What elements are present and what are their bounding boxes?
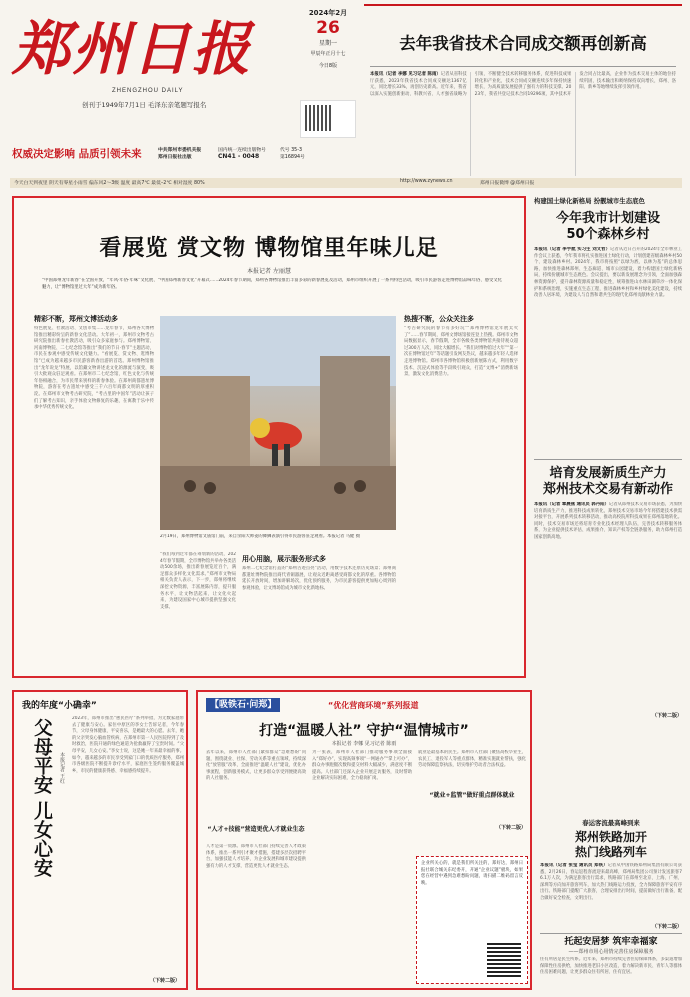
newspaper-logo: 郑州日报 xyxy=(12,15,253,83)
tech-title-1: 培育发展新质生产力 xyxy=(549,466,667,481)
photo-illustration xyxy=(160,316,396,530)
labor-byline: 本报记者 李娜 见习记者 陈雨 xyxy=(331,741,397,747)
rail-more: （下转二版） xyxy=(651,924,682,930)
qr-promo-text: 企业所关心的，就是我们所关注的，郑好达，郑州日报社联合城关东纪委开，开通“企业议题”板块，如果您在经营中遇到急难愁盼问题，请扫描二维码留言反映。 xyxy=(421,861,523,886)
labor-col-1: 去年以来，郑州市人社部门紧扣群众“急难愁盼”问题，围绕就业、社保、劳动关系等重点领域，持续深化“放管服”改革，全面推进“温暖人社”建设，优化办事流程，创新服务模式，让更多群众享受到便捷高效的人社服务。 xyxy=(206,750,306,782)
tech-text xyxy=(534,502,682,712)
rail-title-1: 郑州铁路加开 xyxy=(574,830,647,844)
feature-heading-1: 精彩不断，郑州文博活动多 xyxy=(34,315,118,323)
photo-caption: 2月19日，郑州博物馆文庙馆门前，来自荥阳大师姜的舞狮表演引得市民游客驻足观看。本报记者 马健 摄 xyxy=(160,534,360,539)
housing-subtitle: ——郑州市用心用情完善住房保障服务 xyxy=(568,949,654,955)
weekday: 星期一 xyxy=(318,40,337,47)
family-more: （下转二版） xyxy=(149,978,180,984)
forest-text xyxy=(534,247,682,453)
date-block xyxy=(302,8,354,96)
rail-divider xyxy=(540,933,682,934)
housing-title: 托起安居梦 筑牢幸福家 xyxy=(564,937,658,947)
rail-story xyxy=(540,818,682,990)
lion-dance-photo xyxy=(160,316,396,530)
right-column xyxy=(534,196,682,816)
feature-heading-3: 用心用脑，展示服务形式多 xyxy=(242,555,326,563)
cn-label: 国内统一连续出版物号 xyxy=(218,148,266,153)
labor-heading-2: “就业+监管”做好重点群体就业 xyxy=(429,792,515,799)
family-body: 2023年，郑州市推出“惠民医疗”系列举措，为无数家庭带去了健康与安心。家住中原区的李女士告诉记者，今年春节，父母身体健康、平安喜乐，是她最大的心愿。去年，她的父亲突发心脑血管疾病，在郑州市第一人民医院得到了及时救治，医院开通的绿色通道为抢救赢得了宝贵时间。“父母平安，儿女心安。”李女士说，这是她一年来最幸福的事。如今，越来越多的市民享受到家门口的优质医疗服务，郑州市各级医院不断提升诊疗水平，家庭医生签约服务覆盖城乡，市民的健康获得感、幸福感持续提升。 xyxy=(72,716,184,774)
housing-body: 住有所居是民生所系。近年来，郑州市持续完善住房保障体系，多渠道增加保障性住房供给，加快推进老旧小区改造，着力解决新市民、青年人等群体住房困难问题，让更多群众住有所居、住有宜居。 xyxy=(540,957,682,976)
labor-more: （下转二版） xyxy=(495,825,526,831)
forest-title-1: 今年我市计划建设 xyxy=(555,211,660,226)
tech-byline: 本报讯（记者 覃晨燕 通讯员 郭丹阳） xyxy=(534,502,609,507)
masthead-founded: 创刊于1949年7月1日 毛泽东亲笔题写报名 xyxy=(82,101,207,109)
weibo-text: 郑州日报微博 @郑州日报 xyxy=(480,181,535,186)
top-story-title: 去年我省技术合同成交额再创新高 xyxy=(399,34,647,53)
feature-heading-2: 热搜不断，公众关注多 xyxy=(404,315,474,323)
column-subtitle: “优化营商环境”系列报道 xyxy=(328,701,419,710)
rail-text xyxy=(540,863,682,923)
site-url-link[interactable]: http://www.zynews.cn xyxy=(400,179,453,184)
tech-body: 记者从郑州技术交易市场获悉，为加快培育新质生产力，推进科技成果转化，郑州技术交易市场今年将搭建技术供需对接平台，开展系列技术转移活动，推动高校院所科技成果在郑州落地转化。同时，技术交易市场还将培育专业化技术经理人队伍，完善技术转移服务体系，为企业提供技术评估、成果推介、知识产权等全链条服务，助力郑州打造国家创新高地。 xyxy=(534,502,682,540)
issue-label: 代号 35-3 xyxy=(280,148,303,153)
labor-heading-1: “人才+技能”营造更优人才就业生态 xyxy=(207,826,305,833)
feature-col-4: “我们每到过年都在筹划新的活动，2024年春节假期，全市博物馆共举办各类活动500余场，推出新春展览近百个，满足群众多样化文化需求。”郑州市文物局相关负责人表示，下一步，郑州将继续深挖文物资源，丰富展陈内容，提升服务水平，让文物活起来、让文化火起来，为建设国家中心城市提供坚强文化支撑。 xyxy=(160,552,236,610)
rail-title-2: 热门线路列车 xyxy=(574,845,647,859)
publisher: 中共郑州市委机关报 xyxy=(158,148,202,153)
labor-col-3: 就业是最基本的民生。郑州市人社部门聚焦高校毕业生、农民工、退役军人等重点群体，精准实施就业帮扶，强化劳动保障监察执法，切实维护劳动者合法权益。 xyxy=(418,750,526,769)
feature-lead: “中国郑州龙年新春”在全国开放，“年风·年俗·年味”文化展、“中国郑州新春文化”开幕式……2024年春节期间，郑州各博物馆推出丰富多彩的新春展览及活动，郑州市组织开展了一系列特色活动，吸引市民游客走进博物馆品味年俗、感受文化魅力，让“博物馆里过大年”成为新年俗。 xyxy=(42,278,502,290)
tech-more: （下转二版） xyxy=(651,713,682,719)
forest-byline: 本报讯（记者 李宇航 实习生 刘文哲） xyxy=(534,247,611,252)
top-story-byline: 本报讯（记者 李娜 见习记者 陈雨） xyxy=(370,72,441,77)
tech-title-2: 郑州技术交易有新动作 xyxy=(542,482,673,497)
feature-title: 看展览 赏文物 博物馆里年味儿足 xyxy=(99,236,439,261)
weather-strip xyxy=(10,178,682,188)
qr-code-icon[interactable] xyxy=(487,943,521,977)
date-year: 2024年2月 xyxy=(308,9,348,17)
page-count: 今日8版 xyxy=(318,63,338,69)
column-tag: 【吸铁石·问郑】 xyxy=(206,698,280,712)
slogan: 权威决定影响 品质引领未来 xyxy=(12,148,142,160)
feature-col-2: “考古研究院的春节有多好玩”“郑州博物馆龙年展太火了”……春节期间，郑州文博场馆接连登上热搜。郑州市文物局数据显示，春节假期，全市各级各类博物馆共接待观众超过300万人次，同比大幅增长。“我们对博物馆过大年”“第一次在博物馆过年”等话题引发网友热议，越来越多年轻人选择走进博物馆。郑州市各博物馆积极创新展陈方式，利用数字技术、沉浸式体验等手段吸引观众，打造“文博+”消费新场景，激发文化消费活力。 xyxy=(404,326,518,378)
top-rule xyxy=(364,4,682,6)
qr-code-icon xyxy=(305,105,331,131)
publisher-2: 郑州日报社出版 xyxy=(158,155,192,160)
top-story-body: 记者从省科技厅获悉，2023年我省技术合同成交额达1367亿元，同比增长33%，再创历史新高。近年来，我省以深入实施创新驱动、科教兴省、人才强省战略为引领，不断健全技术转移服务体系，促进科技成果转化和产业化，技术合同成交额连续多年保持快速增长，为高质量发展提供了强有力的科技支撑。2023年，我省共登记技术合同19296项，其中技术开发合同占比最高，企业作为技术交易主体的地位持续巩固，技术输出和吸纳保持双向增长，郑州、洛阳、新乡等地继续发挥引领作用。 xyxy=(370,72,676,97)
lunar-date: 甲辰年正月十七 xyxy=(310,51,346,57)
rail-byline: 本报讯（记者 张莹 通讯员 郑铁） xyxy=(540,863,608,868)
family-kicker: 我的年度“小确幸” xyxy=(22,701,97,711)
top-story-columns xyxy=(370,72,676,176)
right-divider xyxy=(534,459,682,460)
forest-kicker: 构建国土绿化新格局 扮靓城市生态底色 xyxy=(534,197,645,205)
forest-title-2: 50个森林乡村 xyxy=(566,227,650,242)
rail-body: 记者从中国铁路郑州局集团有限公司获悉，2月26日，春运返程客流迎来最高峰，郑州局集团公司预计发送旅客76.1万人次，为满足旅客出行需求，铁路部门在郑州至北京、上海、广州、深圳等方向加开旅客列车，加大热门线路运力投放，全力保障旅客平安有序出行。铁路部门提醒广大旅客，合理安排出行时间，提前做好出行准备，配合做好安全检查，文明出行。 xyxy=(540,863,682,901)
feature-byline: 本报记者 左丽慧 xyxy=(247,268,291,275)
rail-kicker: 春运客流最高峰到来 xyxy=(582,819,640,827)
labor-col-1b: 人才是第一资源。郑州市人社部门持续完善人才政策体系，推出一系列引才聚才措施，搭建多层次招聘平台，加强技能人才培养，为企业发展和城市建设提供强有力的人才支撑，营造更优人才就业生态。 xyxy=(206,844,306,869)
feature-col-3: 郑州二七纪念馆打造的“郑州古迹点亮”活动，用数字技术还原历史场景；郑州商都遗址博物院推出商代青铜器展，让观众近距离感受商都文化的厚重。各博物馆延长开放时间，增加讲解场次，优化预约服务，为市民游客提供更加贴心周到的参观体验，让文博场馆成为城市文化新地标。 xyxy=(242,566,396,591)
feature-col-1: 特色展览、社教活动、文创市集……龙年春节，郑州各大博物馆推出精彩纷呈的新春文化活动。大年初一，郑州市文物考古研究院推出新春社教活动，吸引众多家庭参与。郑州博物馆、河南博物院、二七纪念馆等推出“我们的节日·春节”主题活动，市民在参观中感受传统文化魅力。“看展览、赏文物、逛博物馆”已成为越来越多市民游客新春出游的首选。郑州博物馆推出“龙年说龙”特展，以馆藏文物讲述龙文化的源流与演变，吸引大批观众驻足观看。在郑州市二七纪念馆，红色文化与传统年俗相融合，为市民带来别样的新春体验。在郑州商都遗址博物院，游客在考古遗址中感受三千六百年商都文明的厚重积淀。在郑州市文物考古研究院，“考古里的中国年”活动让孩子们了解考古知识，亲手体验文物修复的乐趣，在寓教于乐中传承中华优秀传统文化。 xyxy=(34,326,154,411)
labor-title: 打造“温暖人社” 守护“温情城市” xyxy=(259,723,469,739)
labor-box xyxy=(196,690,532,990)
top-story-divider xyxy=(370,66,676,67)
cn-number: CN41 - 0048 xyxy=(218,153,260,160)
forest-body: 记者从近日召开的2024年全市林业工作会议上获悉，今年我市将扎实推进国土绿化行动，计划创建省级森林乡村50个、建设森林乡村。2024年，我市将按照“以绿为底、以林为基”的总体思路，加快推进森林郑州、生态廊道、城市公园建设，着力构建国土绿化新格局，持续扮靓城市生态底色。会议提出，要以新发展理念为引领，全面加强森林资源保护，提升森林资源质量和稳定性，统筹推进山水林田湖草沙一体化保护和系统治理，实施重点生态工程，推进森林乡村和乡村绿化美化建设，持续改善人居环境，为建设人与自然和谐共生的现代化郑州贡献林业力量。 xyxy=(534,247,682,299)
family-byline: 本报记者 王红 xyxy=(59,752,65,784)
family-title: 父母平安 儿女心安 xyxy=(31,718,53,877)
masthead-qr-area xyxy=(300,100,356,138)
feature-box xyxy=(12,196,526,678)
top-story-text xyxy=(370,72,676,98)
family-box xyxy=(12,690,188,990)
labor-col-2: 为一张表，郑州市人社部门推动服务事项全面接入“郑好办”，实现高频事项“一网通办”“掌上可办”，群众办事跑腿次数和提交材料大幅减少，满意度不断提高。人社部门还深入企业开展走访服务，及时帮助企业解决实际困难，全力稳岗扩岗。 xyxy=(312,750,412,782)
issue-number: 第16894号 xyxy=(280,155,305,160)
masthead xyxy=(12,6,282,134)
top-story xyxy=(364,12,682,172)
masthead-info xyxy=(12,144,352,174)
qr-promo[interactable] xyxy=(416,856,528,984)
masthead-english: ZHENGZHOU DAILY xyxy=(112,88,184,94)
weather-text: 今天白天到夜里 阴天有零星小雨雪 偏东风2～3级 温度 最高7℃ 最低–2℃ 相对湿度 80% xyxy=(14,181,205,186)
date-day: 26 xyxy=(316,18,340,38)
